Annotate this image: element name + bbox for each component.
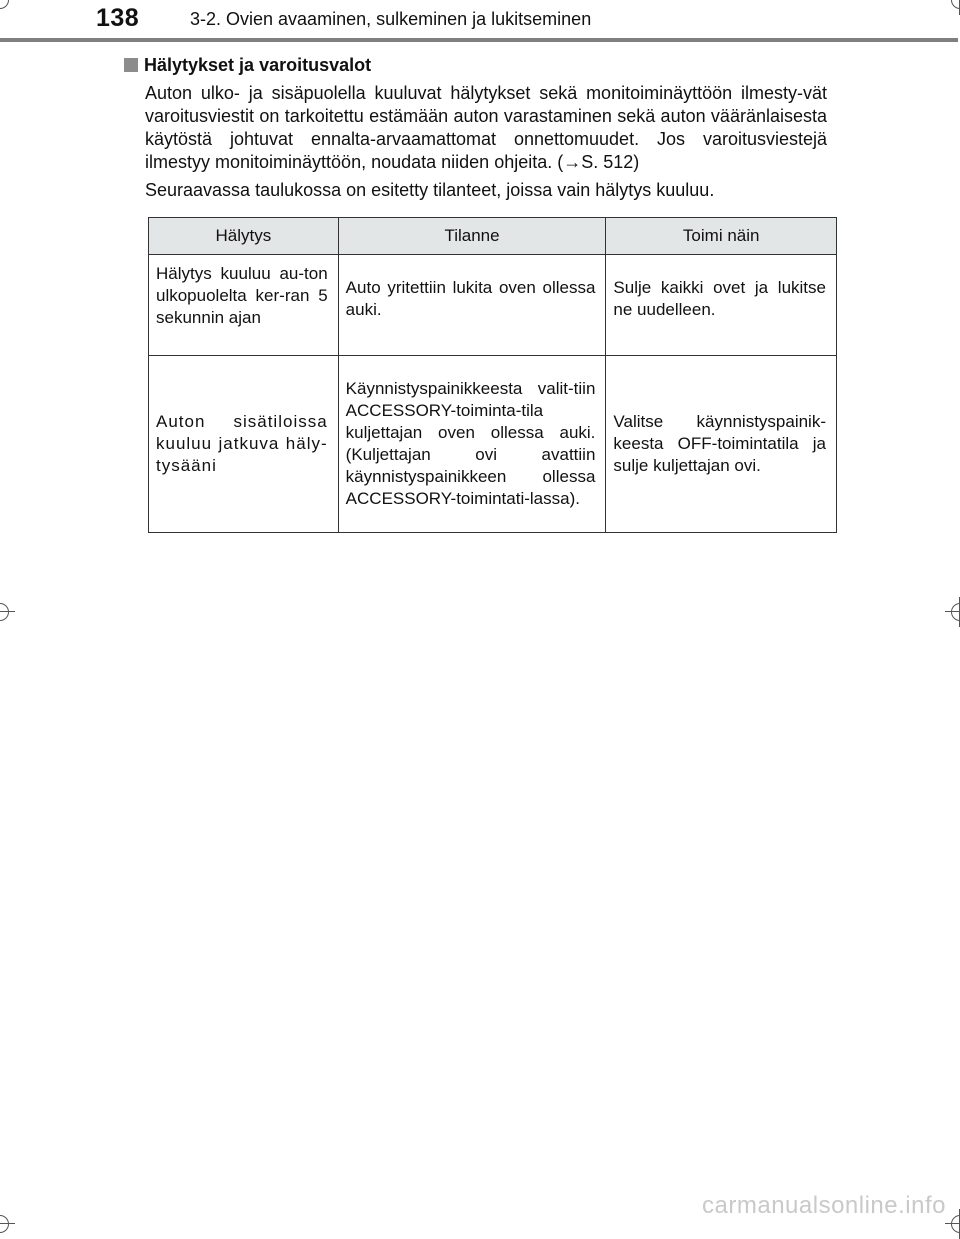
table-row	[149, 356, 837, 533]
square-bullet-icon	[124, 58, 138, 72]
registration-mark-icon	[945, 0, 960, 15]
column-header-situation: Tilanne	[338, 218, 606, 255]
table-cell-alarm: Auton sisätiloissa kuuluu jatkuva häly-tysääni	[149, 356, 339, 533]
column-header-alarm: Hälytys	[149, 218, 339, 255]
watermark: carmanualsonline.info	[702, 1192, 946, 1219]
column-header-action: Toimi näin	[606, 218, 837, 255]
table-intro-paragraph: Seuraavassa taulukossa on esitetty tilanteet, joissa vain hälytys kuuluu.	[145, 180, 715, 200]
section-heading	[124, 55, 371, 76]
chapter-title: 3-2. Ovien avaaminen, sulkeminen ja lukitseminen	[190, 9, 592, 29]
registration-mark-icon	[0, 597, 15, 627]
table-header-row	[149, 218, 837, 255]
header-rule	[0, 38, 958, 42]
section-heading-text: Hälytykset ja varoitusvalot	[144, 55, 372, 75]
registration-mark-icon	[0, 1209, 15, 1239]
page-number: 138	[96, 4, 140, 32]
table-cell-action: Sulje kaikki ovet ja lukitse ne uudelleen.	[606, 255, 837, 356]
registration-mark-icon	[945, 1209, 960, 1239]
table-cell-situation: Auto yritettiin lukita oven ollessa auki.	[338, 255, 606, 356]
registration-mark-icon	[945, 597, 960, 627]
intro-paragraph: Auton ulko- ja sisäpuolella kuuluvat hälytykset sekä monitoiminäyttöön ilmesty-vät varoitusviestit on tarkoitettu estämään auton varastaminen sekä auton vääränlaisesta käytöstä johtuvat ennalta-arvaamattomat onnettomuudet. Jos varoitusviestejä ilmestyy monitoiminäyttöön, noudata niiden ohjeita. (→S. 512)	[145, 83, 827, 172]
table-cell-action: Valitse käynnistyspainik-keesta OFF-toimintatila ja sulje kuljettajan ovi.	[606, 356, 837, 533]
table-row	[149, 255, 837, 356]
table-cell-situation: Käynnistyspainikkeesta valit-tiin ACCESSORY-toiminta-tila kuljettajan oven ollessa auki. (Kuljettajan ovi avattiin käynnistyspainikkeen ollessa ACCESSORY-toimintati-lassa).	[338, 356, 606, 533]
alarm-table	[148, 217, 837, 533]
registration-mark-icon	[0, 0, 15, 15]
table-cell-alarm: Hälytys kuuluu au-ton ulkopuolelta ker-ran 5 sekunnin ajan	[149, 255, 339, 356]
